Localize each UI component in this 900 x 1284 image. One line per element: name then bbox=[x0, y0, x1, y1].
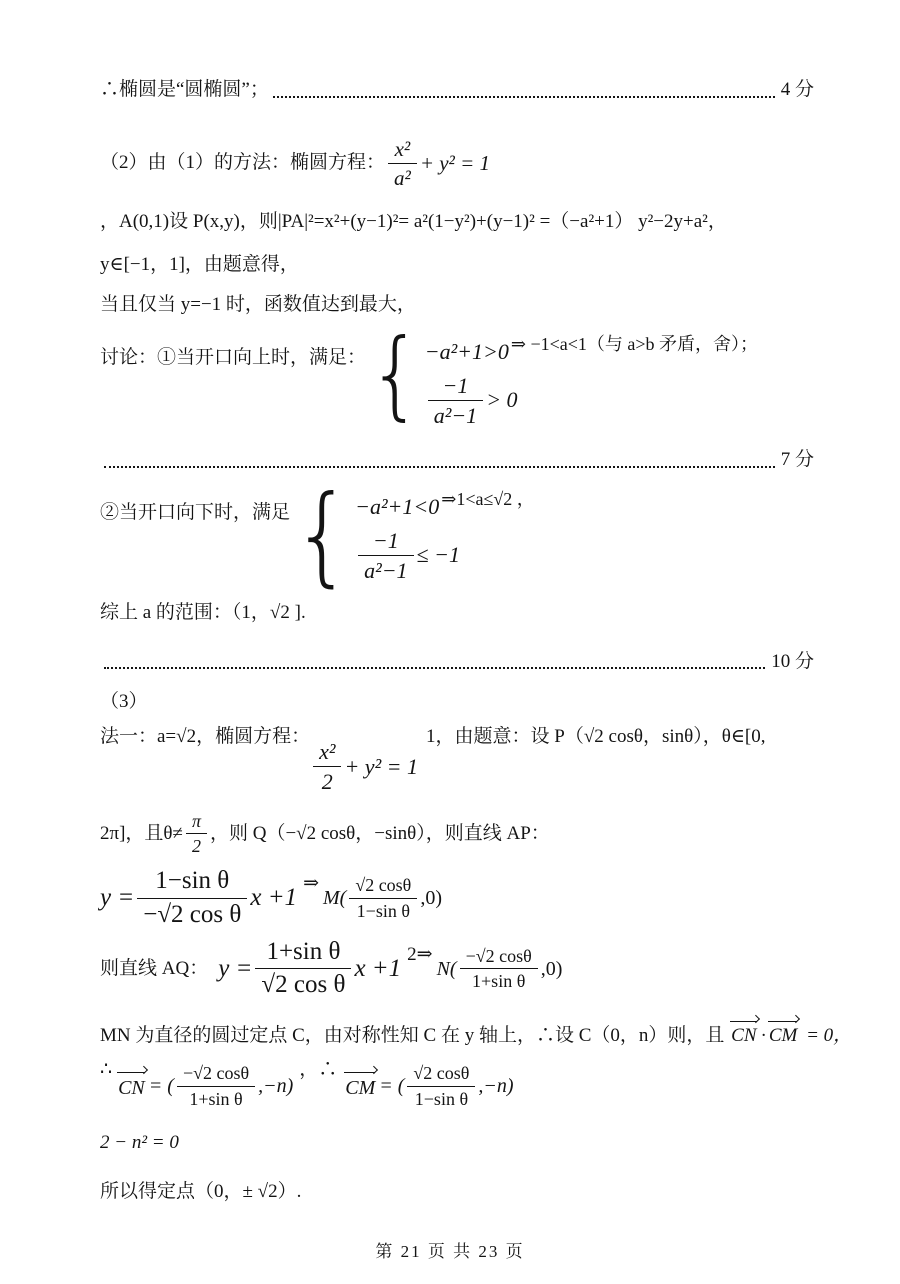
y-domain-text: y∈[−1，1]，由题意得， bbox=[100, 253, 299, 275]
left-brace: { bbox=[368, 319, 423, 432]
equation-tail: + y² = 1 bbox=[344, 753, 419, 779]
fraction-denominator: a² bbox=[394, 165, 411, 190]
fraction-numerator: −√2 cosθ bbox=[177, 1063, 255, 1087]
fraction-numerator: −√2 cosθ bbox=[460, 946, 538, 970]
line-mn-circle bbox=[100, 1020, 853, 1049]
method1-after: 1，由题意：设 P（√2 cosθ，sinθ），θ∈[0, bbox=[426, 726, 766, 748]
case1-prefix: 讨论：①当开口向上时，满足： bbox=[100, 347, 367, 369]
fraction-numerator: 1−sin θ bbox=[137, 867, 247, 899]
fraction-numerator: x² bbox=[388, 137, 417, 164]
fraction-pi-2 bbox=[186, 811, 207, 857]
case2-prefix: ②当开口向下时，满足 bbox=[100, 501, 291, 523]
dotted-leader bbox=[104, 667, 765, 669]
line-y-domain bbox=[100, 253, 814, 278]
part3-heading-text: （3） bbox=[100, 691, 148, 713]
score-4: 4 分 bbox=[780, 79, 814, 100]
line-vectors bbox=[100, 1058, 814, 1109]
cn-close: ,−n) bbox=[258, 1075, 294, 1097]
fraction-denominator: 2 bbox=[321, 769, 333, 795]
fraction-numerator: √2 cosθ bbox=[349, 875, 417, 899]
cm-close: ,−n) bbox=[478, 1075, 514, 1097]
fraction-aq-slope bbox=[255, 938, 351, 1001]
fraction-denominator: a²−1 bbox=[433, 402, 478, 428]
case1-implication: ⇒ −1<a<1（与 a>b 矛盾，舍）； bbox=[510, 333, 759, 354]
fraction-numerator: x² bbox=[313, 739, 341, 767]
left-brace: { bbox=[292, 472, 354, 598]
conclusion-text: ∴椭圆是“圆椭圆”； bbox=[100, 79, 269, 100]
implies-arrow: ⇒ bbox=[303, 873, 319, 895]
line-score-10 bbox=[100, 650, 814, 675]
method1-prefix: 法一：a=√2，椭圆方程： bbox=[100, 726, 311, 748]
vector-cn: CN bbox=[730, 1020, 759, 1049]
line-n-equation bbox=[100, 1131, 814, 1156]
point-n-close: ,0) bbox=[540, 957, 563, 980]
cm-equals: = ( bbox=[379, 1075, 405, 1097]
line-range-conclusion bbox=[100, 601, 814, 626]
case1-rows bbox=[425, 332, 758, 428]
fraction-x2-a2 bbox=[388, 137, 417, 190]
line-ap-equation bbox=[100, 867, 814, 930]
ap-lhs: y = bbox=[100, 884, 135, 912]
fraction-ap-slope bbox=[137, 867, 247, 930]
fraction-n-x bbox=[460, 946, 538, 992]
aq-label: 则直线 AQ： bbox=[100, 957, 209, 979]
dot-operator: · bbox=[760, 1025, 767, 1047]
fraction-numerator: √2 cosθ bbox=[407, 1063, 475, 1087]
fraction-denominator: 2 bbox=[191, 836, 201, 857]
case2-row1 bbox=[355, 488, 535, 522]
final-conclusion-text: 所以得定点（0，± √2）. bbox=[100, 1180, 302, 1202]
mn-circle-s2: = 0， bbox=[801, 1025, 853, 1047]
fraction-numerator: −1 bbox=[428, 373, 483, 401]
fraction-neg1-a2minus1 bbox=[428, 373, 483, 429]
fraction-denominator: √2 cos θ bbox=[261, 971, 346, 999]
dotted-leader bbox=[104, 466, 775, 468]
point-n-open: N( bbox=[436, 957, 457, 980]
case2-inequality2-tail: ≤ −1 bbox=[416, 542, 460, 567]
vector-cm: CM bbox=[768, 1020, 801, 1049]
fraction-numerator: −1 bbox=[358, 528, 413, 556]
fraction-denominator: 1−sin θ bbox=[414, 1088, 469, 1109]
aq-lhs: y = bbox=[218, 954, 253, 982]
ap-tail: x +1 bbox=[250, 884, 298, 912]
fraction-denominator: 1−sin θ bbox=[356, 900, 410, 921]
score-10: 10 分 bbox=[771, 650, 814, 672]
line-part3-heading bbox=[100, 690, 814, 715]
ellipse-equation-2 bbox=[310, 739, 418, 795]
line-conclusion-circle-ellipse bbox=[100, 78, 814, 103]
part2-prefix: （2）由（1）的方法：椭圆方程： bbox=[100, 151, 386, 173]
page-footer bbox=[0, 1237, 900, 1262]
mn-circle-s1: MN 为直径的圆过定点 C，由对称性知 C 在 y 轴上，∴设 C（0，n）则，且 bbox=[100, 1025, 730, 1047]
range-conclusion-text: 综上 a 的范围：（1，√2 ]. bbox=[100, 602, 306, 624]
line-part2-intro bbox=[100, 137, 814, 190]
dotted-leader bbox=[273, 96, 775, 98]
vector-cn: CN bbox=[117, 1071, 148, 1101]
line-max-condition bbox=[100, 293, 814, 318]
case2-implication: ⇒1<a≤√2 ， bbox=[441, 488, 535, 509]
case2-inequality1: −a²+1<0 bbox=[355, 493, 440, 519]
cn-equals: = ( bbox=[148, 1075, 174, 1097]
line-theta-condition bbox=[100, 811, 814, 857]
fraction-denominator: −√2 cos θ bbox=[143, 900, 242, 928]
vector-cm: CM bbox=[344, 1071, 378, 1101]
solution-body bbox=[100, 72, 853, 1205]
fraction-denominator: 1+sin θ bbox=[189, 1088, 243, 1109]
comma-therefore: ，∴ bbox=[299, 1058, 338, 1080]
fraction-denominator: a²−1 bbox=[364, 557, 408, 583]
line-method1-intro bbox=[100, 725, 814, 795]
n-equation-text: 2 − n² = 0 bbox=[100, 1132, 179, 1154]
fraction-cn-x bbox=[177, 1063, 255, 1109]
fraction-x2-2 bbox=[313, 739, 341, 795]
fraction-denominator: 1+sin θ bbox=[472, 971, 526, 992]
theta-condition-s2: ，则 Q（−√2 cosθ，−sinθ），则直线 AP： bbox=[209, 822, 550, 844]
case2-rows bbox=[355, 487, 535, 583]
line-case1-system bbox=[100, 319, 814, 432]
theta-condition-s1: 2π]，且θ≠ bbox=[100, 822, 183, 844]
line-case2-system bbox=[100, 472, 814, 598]
line-final-conclusion bbox=[100, 1180, 814, 1205]
fraction-numerator: 1+sin θ bbox=[255, 938, 351, 970]
point-m-close: ,0) bbox=[420, 887, 442, 910]
implies-arrow-2: 2⇒ bbox=[407, 943, 433, 965]
pa-expansion-text: ，A(0,1)设 P(x,y)，则|PA|²=x²+(y−1)²= a²(1−y²)+(y−1)² =（−a²+1） y²−2y+a²， bbox=[100, 210, 727, 232]
case1-inequality1: −a²+1>0 bbox=[424, 339, 509, 365]
aq-tail: x +1 bbox=[354, 954, 402, 982]
case1-inequality2-tail: > 0 bbox=[486, 387, 518, 413]
line-score-7 bbox=[100, 448, 814, 473]
point-m-open: M( bbox=[322, 887, 347, 910]
fraction-numerator: π bbox=[186, 811, 207, 835]
therefore-symbol: ∴ bbox=[100, 1058, 113, 1080]
max-condition-text: 当且仅当 y=−1 时，函数值达到最大， bbox=[100, 294, 416, 316]
part2-equation-tail: + y² = 1 bbox=[419, 150, 491, 175]
case1-row1 bbox=[424, 333, 759, 367]
line-aq-equation bbox=[100, 938, 814, 1001]
page-number-text: 第 21 页 共 23 页 bbox=[375, 1242, 525, 1261]
fraction-neg1-a2minus1 bbox=[358, 528, 413, 584]
fraction-cm-x bbox=[407, 1063, 475, 1109]
score-7: 7 分 bbox=[780, 449, 814, 471]
case1-row2 bbox=[425, 373, 758, 429]
fraction-m-x bbox=[349, 875, 417, 921]
case2-row2 bbox=[355, 528, 535, 584]
line-pa-expansion bbox=[100, 210, 814, 235]
